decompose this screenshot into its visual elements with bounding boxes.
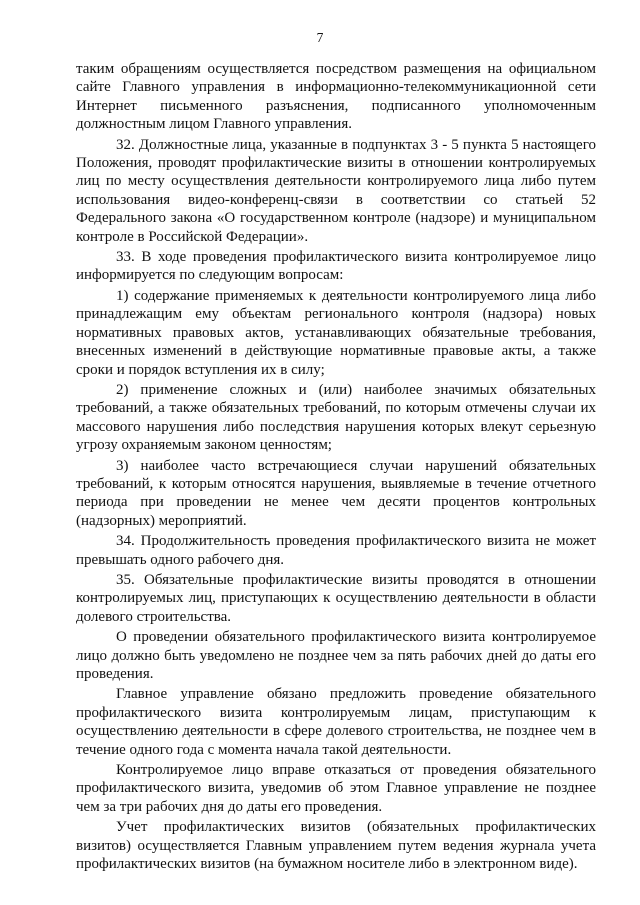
paragraph-accounting: Учет профилактических визитов (обязательных профилактических визитов) осуществляется Главным управлением путем ведения журнала учета профилактических визитов (на бумажном носителе либо в электронном виде). bbox=[76, 819, 596, 873]
paragraph-notice: О проведении обязательного профилактического визита контролируемое лицо должно быть уведомлено не позднее чем за пять рабочих дней до даты его проведения. bbox=[76, 629, 596, 682]
paragraph-obligation: Главное управление обязано предложить проведение обязательного профилактического визита контролируемым лицам, приступающим к осуществлению деятельности в сфере долевого строительства, не позднее чем в течение одного года с момента начала такой деятельности. bbox=[76, 686, 596, 758]
page-number: 7 bbox=[316, 30, 324, 45]
paragraph-33-item-1: 1) содержание применяемых к деятельности контролируемого лица либо принадлежащим ему объектам регионального контроля (надзора) новых нормативных правовых актов, устанавливающих обязательные требования, внесенных изменений в действующие нормативные правовые акты, а также сроки и порядок вступления их в силу; bbox=[76, 287, 596, 378]
paragraph-34: 34. Продолжительность проведения профилактического визита не может превышать одного рабочего дня. bbox=[76, 533, 596, 568]
paragraph-35: 35. Обязательные профилактические визиты проводятся в отношении контролируемых лиц, приступающих к осуществлению деятельности в области долевого строительства. bbox=[76, 571, 596, 625]
paragraph-33-item-2: 2) применение сложных и (или) наиболее значимых обязательных требований, а также обязательных требований, по которым отмечены случаи их массового нарушения либо последствия нарушения которых влекут серьезную угрозу охраняемым законом ценностям; bbox=[76, 381, 596, 454]
paragraph-continuation: таким обращениям осуществляется посредством размещения на официальном сайте Главного управления в информационно-телекоммуникационной сети Интернет письменного разъяснения, подписанного уполномоченным должностным лицом Главного управления. bbox=[76, 61, 596, 133]
paragraph-refusal: Контролируемое лицо вправе отказаться от проведения обязательного профилактического визита, уведомив об этом Главное управление не позднее чем за три рабочих дня до даты его проведения. bbox=[76, 762, 596, 815]
document-body bbox=[76, 60, 596, 875]
paragraph-33-item-3: 3) наиболее часто встречающиеся случаи нарушений обязательных требований, к которым относятся нарушения, выявляемые в течение отчетного периода при проведении не менее чем десяти процентов контрольных (надзорных) мероприятий. bbox=[76, 457, 596, 529]
paragraph-32: 32. Должностные лица, указанные в подпунктах 3 - 5 пункта 5 настоящего Положения, проводят профилактические визиты в отношении контролируемых лиц по месту осуществления деятельности контролируемого лица либо путем использования видео-конференц-связи в соответствии со статьей 52 Федерального закона «О государственном контроле (надзоре) и муниципальном контроле в Российской Федерации». bbox=[76, 136, 596, 245]
paragraph-33: 33. В ходе проведения профилактического визита контролируемое лицо информируется по следующим вопросам: bbox=[76, 249, 596, 284]
